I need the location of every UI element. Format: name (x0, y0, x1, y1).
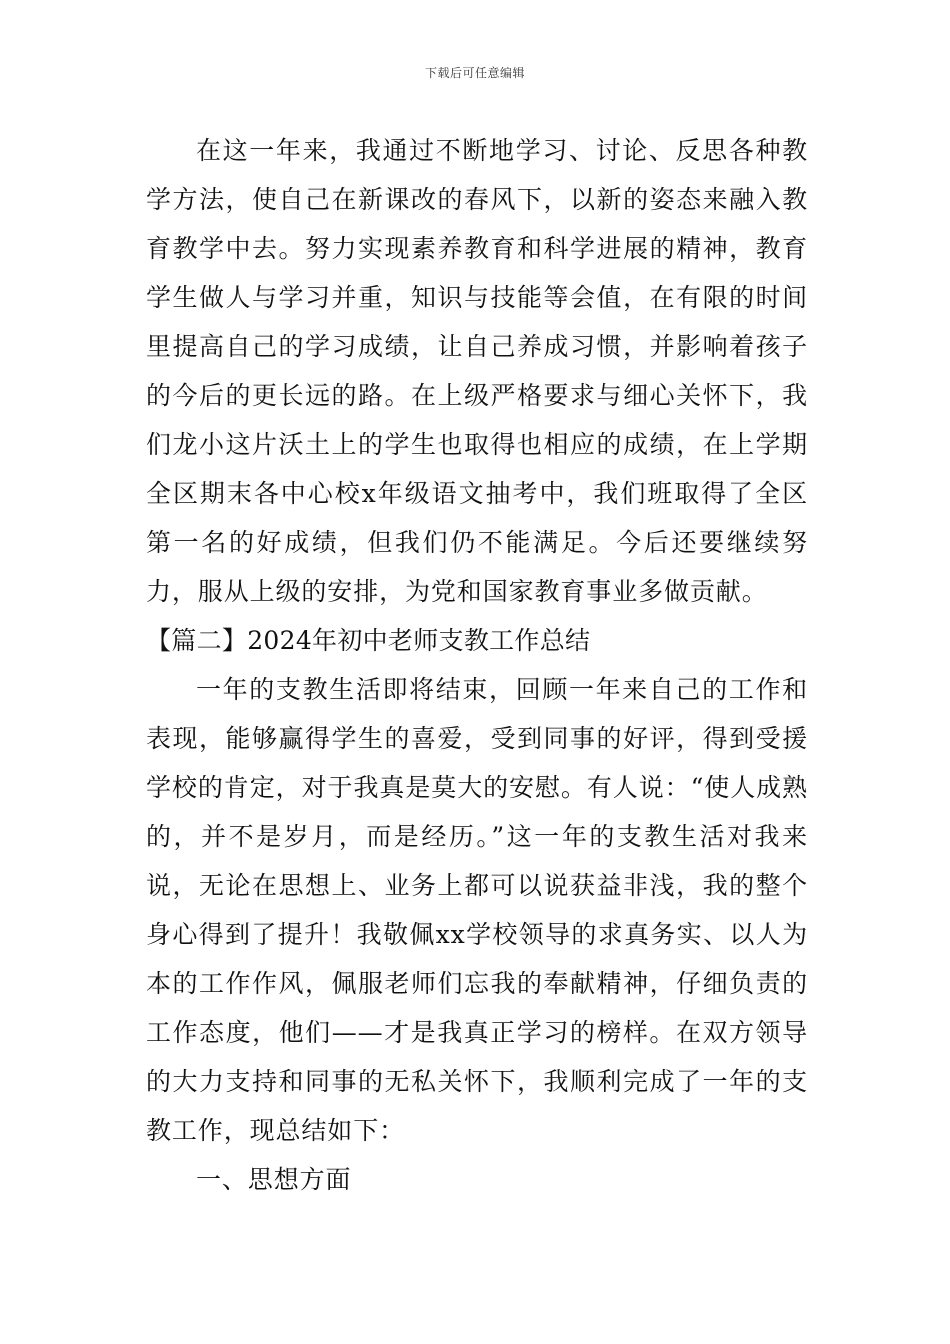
paragraph-2: 一年的支教生活即将结束，回顾一年来自己的工作和表现，能够赢得学生的喜爱，受到同事的好评，得到受援学校的肯定，对于我真是莫大的安慰。有人说：“使人成熟的，并不是岁月，而是经历。”这一年的支教生活对我来说，无论在思想上、业务上都可以说获益非浅，我的整个身心得到了提升！我敬佩xx学校领导的求真务实、以人为本的工作作风，佩服老师们忘我的奉献精神，仔细负责的工作态度，他们——才是我真正学习的榜样。在双方领导的大力支持和同事的无私关怀下，我顺利完成了一年的支教工作，现总结如下： (146, 675, 808, 1145)
paragraph-1: 在这一年来，我通过不断地学习、讨论、反思各种教学方法，使自己在新课改的春风下，以新的姿态来融入教育教学中去。努力实现素养教育和科学进展的精神，教育学生做人与学习并重，知识与技能等会值，在有限的时间里提高自己的学习成绩，让自己养成习惯，并影响着孩子的今后的更长远的路。在上级严格要求与细心关怀下，我们龙小这片沃土上的学生也取得也相应的成绩，在上学期全区期末各中心校x年级语文抽考中，我们班取得了全区第一名的好成绩，但我们仍不能满足。今后还要继续努力，服从上级的安排，为党和国家教育事业多做贡献。 (146, 136, 808, 606)
subheading-thought: 一、思想方面 (196, 1165, 352, 1194)
section-heading: 【篇二】2024年初中老师支教工作总结 (146, 626, 591, 655)
document-body (146, 126, 808, 1204)
page-header-note: 下载后可任意编辑 (424, 66, 525, 80)
